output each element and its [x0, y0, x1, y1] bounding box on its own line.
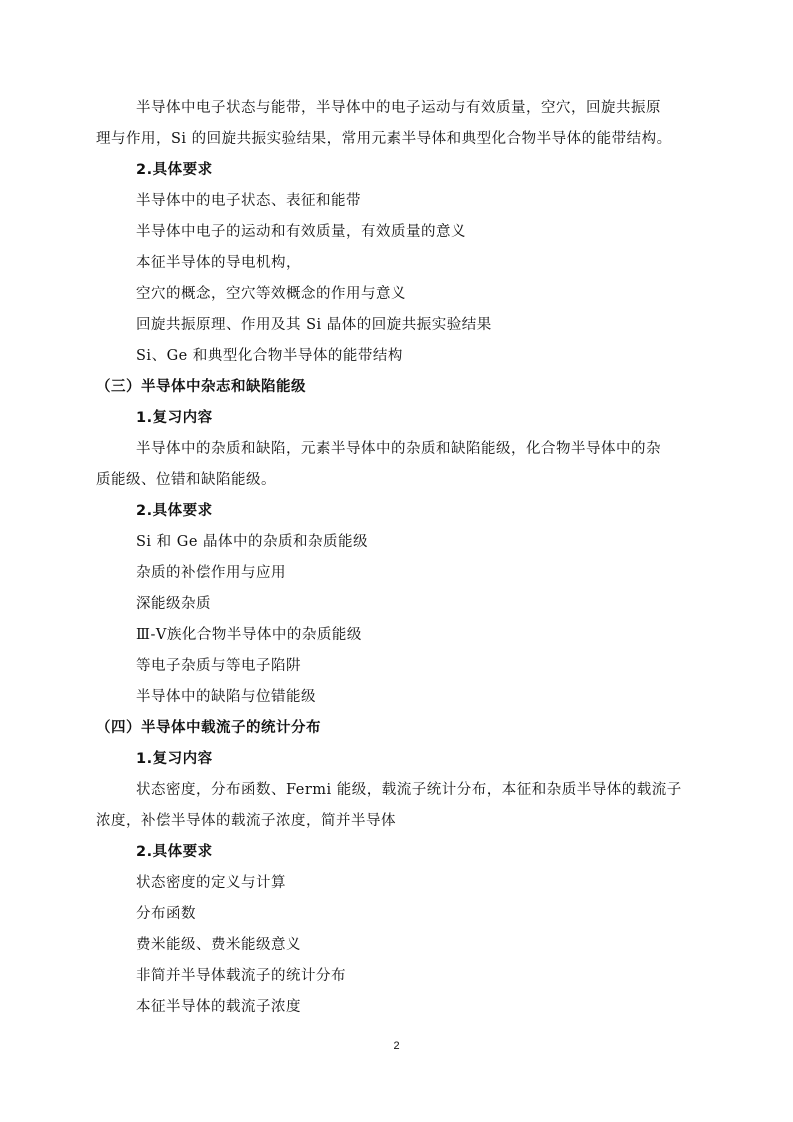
- section3-requirement-item: Ⅲ-Ⅴ族化合物半导体中的杂质能级: [136, 627, 362, 643]
- section4-review-line-2: 浓度，补偿半导体的载流子浓度，简并半导体: [96, 813, 396, 829]
- section3-requirement-item: 杂质的补偿作用与应用: [136, 565, 286, 581]
- section4-requirement-item: 分布函数: [136, 906, 196, 922]
- section4-review-line-1: 状态密度，分布函数、Fermi 能级，载流子统计分布，本征和杂质半导体的载流子: [136, 782, 682, 798]
- section4-requirement-item: 本征半导体的载流子浓度: [136, 999, 301, 1015]
- section2-requirement-item: 本征半导体的导电机构，: [136, 255, 301, 271]
- section2-intro-line-1: 半导体中电子状态与能带，半导体中的电子运动与有效质量，空穴，回旋共振原: [136, 100, 661, 116]
- section4-requirement-item: 费米能级、费米能级意义: [136, 937, 301, 953]
- section2-intro-line-2: 理与作用，Si 的回旋共振实验结果，常用元素半导体和典型化合物半导体的能带结构。: [96, 131, 672, 147]
- section4-title: （四）半导体中载流子的统计分布: [96, 720, 321, 736]
- section3-review-heading: 1.复习内容: [136, 410, 213, 426]
- section4-requirements-heading: 2.具体要求: [136, 844, 213, 860]
- section4-requirement-item: 非简并半导体载流子的统计分布: [136, 968, 346, 984]
- section3-requirements-heading: 2.具体要求: [136, 503, 213, 519]
- section3-title: （三）半导体中杂志和缺陷能级: [96, 379, 306, 395]
- section4-requirement-item: 状态密度的定义与计算: [136, 875, 286, 891]
- section3-requirement-item: Si 和 Ge 晶体中的杂质和杂质能级: [136, 534, 369, 550]
- section3-requirement-item: 半导体中的缺陷与位错能级: [136, 689, 316, 705]
- page-number: 2: [393, 1040, 400, 1052]
- section3-requirement-item: 深能级杂质: [136, 596, 211, 612]
- section3-review-line-1: 半导体中的杂质和缺陷，元素半导体中的杂质和缺陷能级，化合物半导体中的杂: [136, 441, 661, 457]
- section4-review-heading: 1.复习内容: [136, 751, 213, 767]
- section2-requirement-item: Si、Ge 和典型化合物半导体的能带结构: [136, 348, 403, 364]
- section2-requirement-item: 空穴的概念，空穴等效概念的作用与意义: [136, 286, 406, 302]
- section3-requirement-item: 等电子杂质与等电子陷阱: [136, 658, 301, 674]
- section2-requirement-item: 半导体中电子的运动和有效质量，有效质量的意义: [136, 224, 466, 240]
- section2-requirement-item: 回旋共振原理、作用及其 Si 晶体的回旋共振实验结果: [136, 317, 492, 333]
- section2-requirements-heading: 2.具体要求: [136, 162, 213, 178]
- section2-requirement-item: 半导体中的电子状态、表征和能带: [136, 193, 361, 209]
- section3-review-line-2: 质能级、位错和缺陷能级。: [96, 472, 276, 488]
